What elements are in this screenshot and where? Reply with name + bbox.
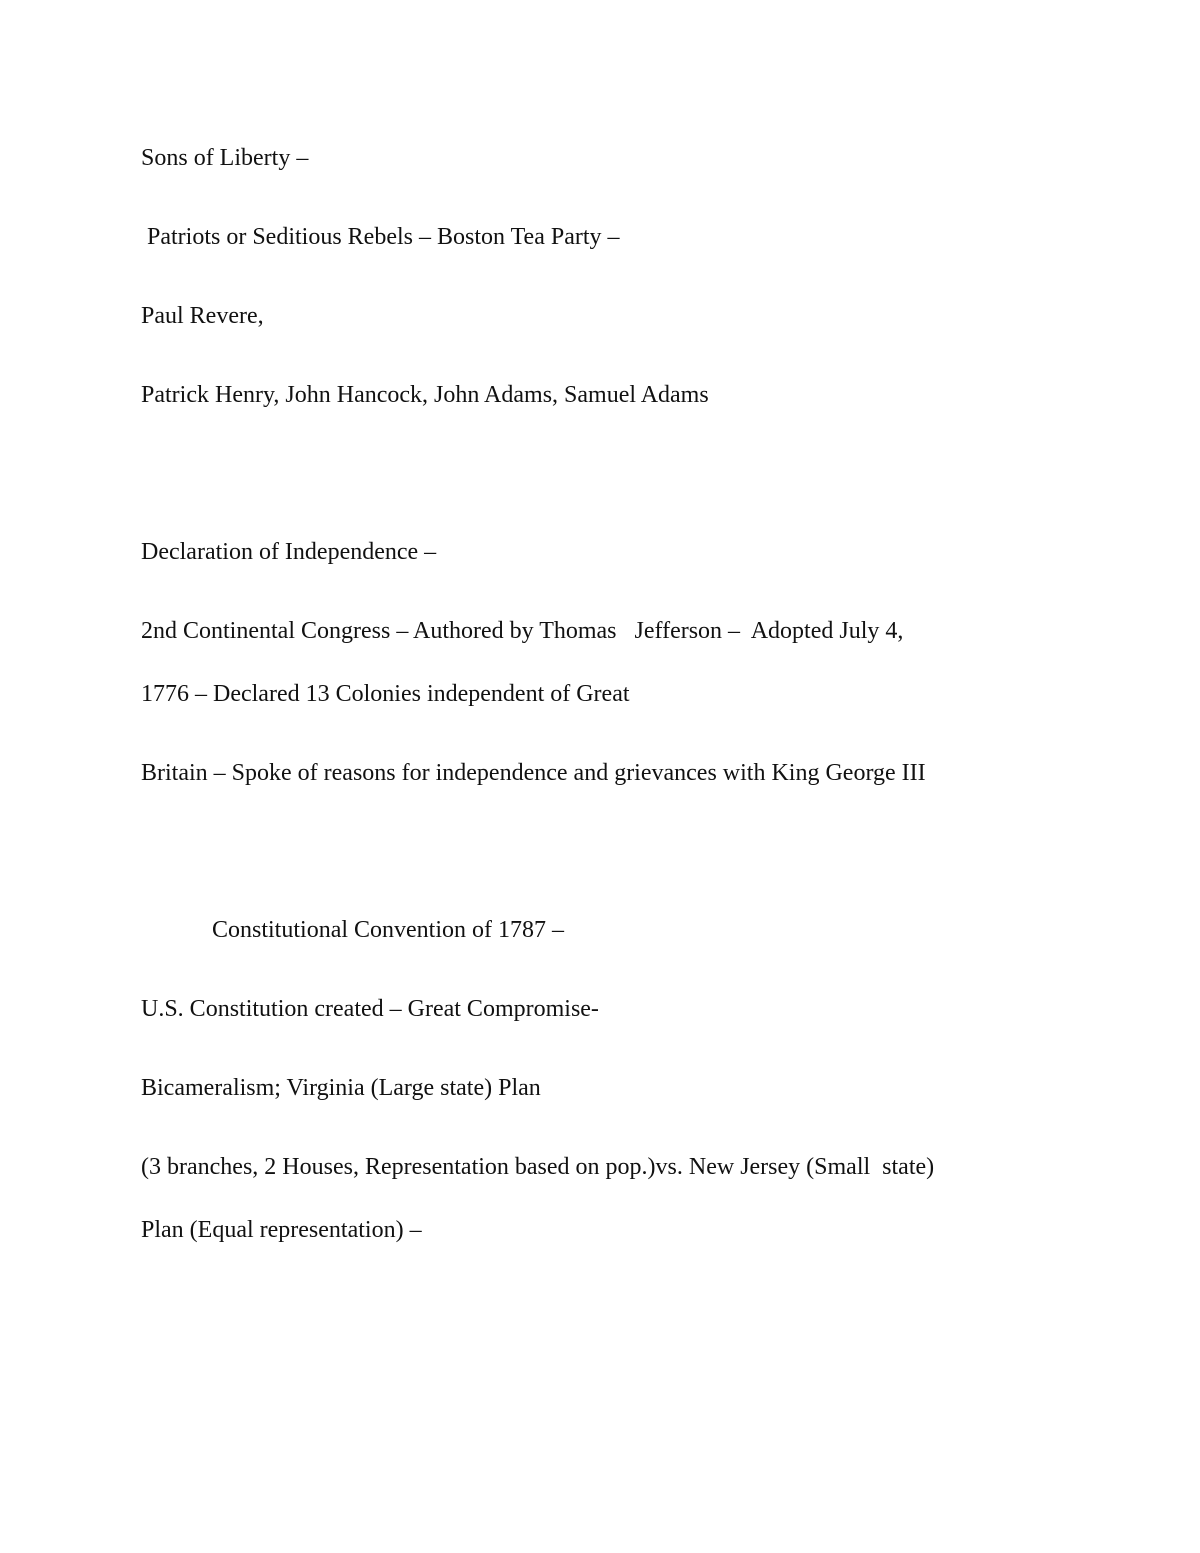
text-line-patrick-henry: Patrick Henry, John Hancock, John Adams, Samuel Adams xyxy=(141,382,709,408)
text-line-three-branches: (3 branches, 2 Houses, Representation based on pop.)vs. New Jersey (Small state) xyxy=(141,1154,935,1180)
text-line-bicameralism: Bicameralism; Virginia (Large state) Plan xyxy=(141,1075,541,1101)
text-line-constitutional-convention: Constitutional Convention of 1787 – xyxy=(212,917,564,943)
text-line-britain: Britain – Spoke of reasons for independence and grievances with King George III xyxy=(141,760,926,786)
text-line-declaration: Declaration of Independence – xyxy=(141,539,437,565)
text-line-patriots: Patriots or Seditious Rebels – Boston Tea Party – xyxy=(141,224,620,250)
text-line-paul-revere: Paul Revere, xyxy=(141,303,264,329)
text-line-us-constitution: U.S. Constitution created – Great Compromise- xyxy=(141,996,599,1022)
text-line-sons-of-liberty: Sons of Liberty – xyxy=(141,145,309,171)
text-line-1776: 1776 – Declared 13 Colonies independent of Great xyxy=(141,681,630,707)
text-line-equal-representation: Plan (Equal representation) – xyxy=(141,1217,422,1243)
text-line-continental-congress: 2nd Continental Congress – Authored by Thomas Jefferson – Adopted July 4, xyxy=(141,618,904,644)
